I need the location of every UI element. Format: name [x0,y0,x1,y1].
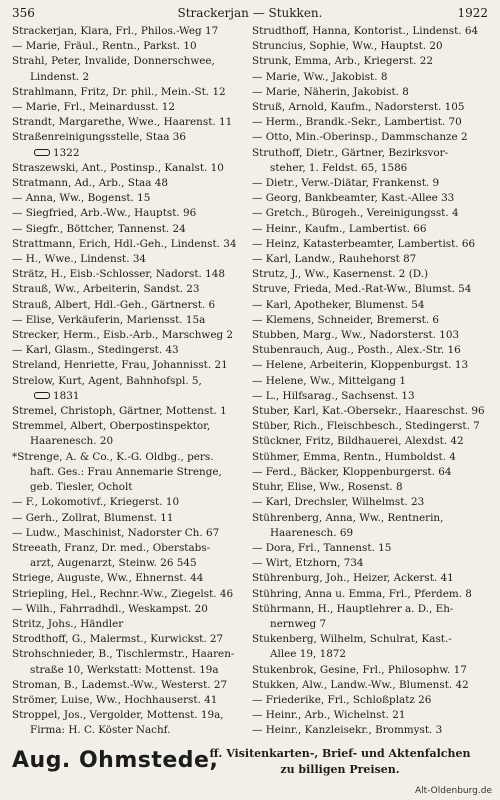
entry-text: — Gerh., Zollrat, Blumenst. 11 [12,511,174,524]
entry-text: Straszewski, Ant., Postinsp., Kanalst. 10 [12,161,224,174]
entry-text: geb. Tiesler, Ocholt [30,481,133,494]
entry-text: arzt, Augenarzt, Steinw. 26 545 [30,557,197,570]
entry-text: Stremel, Christoph, Gärtner, Mottenst. 1 [12,405,227,418]
directory-entry [252,419,488,434]
ad-brand: Aug. Ohmstede, [12,748,219,773]
directory-entry [252,465,488,480]
watermark: Alt-Oldenburg.de [414,786,492,796]
directory-entry [12,206,248,221]
directory-entry [12,465,248,480]
directory-entry [12,434,248,449]
directory-entry [12,24,248,39]
advertisement [12,738,488,786]
entry-text: — Marie, Ww., Jakobist. 8 [252,70,388,83]
entry-text: Striepling, Hel., Rechnr.-Ww., Ziegelst. 46 [12,587,234,600]
entry-text: Allee 19, 1872 [270,648,347,661]
entry-text: Strelow, Kurt, Agent, Bahnhofspl. 5, [12,374,202,387]
entry-text: — Siegfried, Arb.-Ww., Hauptst. 96 [12,207,197,220]
directory-entry [12,115,248,130]
entry-text: Stühmer, Emma, Rentn., Humboldst. 4 [252,450,456,463]
entry-text: Stuber, Karl, Kat.-Obersekr., Haareschst. 96 [252,405,485,418]
ad-line-1: ff. Visitenkarten-, Brief- und Aktenfalchen [209,747,471,760]
entry-text: — Helene, Arbeiterin, Kloppenburgst. 13 [252,359,469,372]
entry-text: — Otto, Min.-Oberinsp., Dammschanze 2 [252,131,468,144]
directory-entry [12,313,248,328]
page-header [12,6,488,22]
directory-entry [12,632,248,647]
entry-text: Lindenst. 2 [30,70,90,83]
directory-entry [12,70,248,85]
entry-text: — Heinz, Katasterbeamter, Lambertist. 66 [252,237,476,250]
entry-text: Strätz, H., Eisb.-Schlosser, Nadorst. 148 [12,268,225,281]
entry-text: Stubben, Marg., Ww., Nadorsterst. 103 [252,329,460,342]
entry-text: Strauß, Albert, Hdl.-Geh., Gärtnerst. 6 [12,298,216,311]
directory-entry [252,252,488,267]
entry-text: Strahl, Peter, Invalide, Donnerschwee, [12,55,215,68]
entry-text: Streland, Henriette, Frau, Johannisst. 21 [12,359,228,372]
directory-entry [12,237,248,252]
directory-entry [252,343,488,358]
directory-entry [252,647,488,662]
entry-text: — Klemens, Schneider, Bremerst. 6 [252,313,440,326]
entry-text: Strodthoff, G., Malermst., Kurwickst. 27 [12,633,224,646]
entry-text: — H., Wwe., Lindenst. 34 [12,253,147,266]
directory-entry [12,617,248,632]
directory-entry [252,24,488,39]
telephone-icon [34,392,50,399]
entry-text: Strunk, Emma, Arb., Kriegerst. 22 [252,55,433,68]
directory-entry [12,450,248,465]
entry-text: Struve, Frieda, Med.-Rat-Ww., Blumst. 54 [252,283,472,296]
directory-entry [252,130,488,145]
entry-text: Stukenbrok, Gesine, Frl., Philosophw. 17 [252,663,467,676]
entry-text: Stukenberg, Wilhelm, Schulrat, Kast.- [252,633,452,646]
directory-entry [252,161,488,176]
directory-entry [252,389,488,404]
directory-entry [12,647,248,662]
entry-text: — L., Hilfsarag., Sachsenst. 13 [252,389,415,402]
entry-text: — Karl, Glasm., Stedingerst. 43 [12,344,179,357]
directory-entry [12,343,248,358]
directory-entry [252,450,488,465]
directory-entry [252,282,488,297]
directory-entry [252,723,488,736]
directory-entry [12,358,248,373]
entry-text: — Ferd., Bäcker, Kloppenburgerst. 64 [252,465,452,478]
directory-entry [12,328,248,343]
directory-entry [252,678,488,693]
directory-entry [252,480,488,495]
entry-text: Strecker, Herm., Eisb.-Arb., Marschweg 2 [12,329,234,342]
directory-entry [12,541,248,556]
entry-text: 1831 [53,389,80,402]
directory-entry [252,602,488,617]
ad-text [190,746,490,778]
entry-text: Strattmann, Erich, Hdl.-Geh., Lindenst. 34 [12,237,237,250]
entry-text: — Marie, Fräul., Rentn., Parkst. 10 [12,40,197,53]
directory-entry [252,708,488,723]
entry-text: Strohschnieder, B., Tischlermstr., Haaren- [12,648,235,661]
directory-entry [12,708,248,723]
entry-text: Strudthoff, Hanna, Kontorist., Lindenst. 64 [252,25,479,37]
directory-entry [12,419,248,434]
entry-text: straße 10, Werkstatt: Mottenst. 19a [30,663,219,676]
entry-text: — Friederike, Frl., Schloßplatz 26 [252,693,432,706]
entry-text: Struß, Arnold, Kaufm., Nadorsterst. 105 [252,101,465,114]
directory-entry [12,222,248,237]
entry-text: 1322 [53,146,80,159]
directory-entry [252,100,488,115]
entry-text: Strömer, Luise, Ww., Hochhauserst. 41 [12,693,218,706]
telephone-icon [34,149,50,156]
entry-text: Haarenesch. 20 [30,435,114,448]
entry-text: — Siegfr., Böttcher, Tannenst. 24 [12,222,186,235]
directory-entry [12,495,248,510]
ad-line-2: zu billigen Preisen. [280,763,400,776]
entry-text: Stuhr, Elise, Ww., Rosenst. 8 [252,481,403,494]
directory-entry [12,480,248,495]
entry-text: Haarenesch. 69 [270,526,354,539]
entry-text: Strackerjan, Klara, Frl., Philos.-Weg 17 [12,25,219,37]
entry-text: Stukken, Alw., Landw.-Ww., Blumenst. 42 [252,678,469,691]
directory-entry [252,632,488,647]
directory-entry [252,222,488,237]
directory-entry [12,374,248,389]
directory-entry [252,115,488,130]
directory-entry [12,723,248,736]
entry-text: haft. Ges.: Frau Annemarie Strenge, [30,465,222,478]
entry-text: Strandt, Margarethe, Wwe., Haarenst. 11 [12,116,233,129]
left-column [12,24,248,736]
directory-entry [252,404,488,419]
directory-entry [12,526,248,541]
entry-text: Stroman, B., Lademst.-Ww., Westerst. 27 [12,678,228,691]
directory-entry [12,54,248,69]
directory-entry [252,267,488,282]
entry-text: — Helene, Ww., Mittelgang 1 [252,374,406,387]
directory-entry [252,85,488,100]
page-title: Strackerjan — Stukken. [177,6,323,20]
directory-entry [12,602,248,617]
entry-text: Stührenburg, Joh., Heizer, Ackerst. 41 [252,572,454,585]
directory-entry [12,161,248,176]
entry-text: — Anna, Ww., Bogenst. 15 [12,192,151,205]
directory-entry [252,176,488,191]
directory-entry [12,571,248,586]
entry-text: — F., Lokomotivf., Kriegerst. 10 [12,496,180,509]
directory-entry [252,191,488,206]
entry-text: Firma: H. C. Köster Nachf. [30,724,171,736]
entry-text: Stubenrauch, Aug., Posth., Alex.-Str. 16 [252,344,461,357]
entry-text: Stroppel, Jos., Vergolder, Mottenst. 19a, [12,709,224,722]
directory-entry [12,298,248,313]
entry-text: Stührmann, H., Hauptlehrer a. D., Eh- [252,602,454,615]
entry-text: Stüber, Rich., Fleischbesch., Stedingerst. 7 [252,420,480,433]
directory-entry [252,587,488,602]
directory-entry [252,511,488,526]
directory-entry [252,541,488,556]
entry-text: Striege, Auguste, Ww., Ehnernst. 44 [12,572,204,585]
directory-entry [12,693,248,708]
directory-entry [12,404,248,419]
entry-text: — Heinr., Kaufm., Lambertist. 66 [252,222,427,235]
directory-entry [12,282,248,297]
directory-entry [252,237,488,252]
telephone-line [12,146,248,161]
entry-text: Struncius, Sophie, Ww., Hauptst. 20 [252,40,443,53]
directory-entry [12,85,248,100]
entry-text: Strauß, Ww., Arbeiterin, Sandst. 23 [12,283,200,296]
directory-entry [252,693,488,708]
directory-entry [12,663,248,678]
entry-text: — Wirt, Etzhorn, 734 [252,557,364,570]
directory-entry [12,191,248,206]
directory-entry [252,39,488,54]
directory-entry [252,328,488,343]
directory-entry [252,434,488,449]
directory-entry [252,495,488,510]
entry-text: — Karl, Drechsler, Wilhelmst. 23 [252,496,425,509]
entry-text: — Heinr., Kanzleisekr., Brommyst. 3 [252,724,443,736]
entry-text: — Elise, Verkäuferin, Mariensst. 15a [12,313,206,326]
entry-text: — Marie, Frl., Meinardusst. 12 [12,101,175,114]
directory-entry [12,130,248,145]
entry-text: Stremmel, Albert, Oberpostinspektor, [12,420,211,433]
entry-text: — Heinr., Arb., Wichelnst. 21 [252,709,406,722]
directory-entry [12,267,248,282]
directory-entry [252,571,488,586]
entry-text: — Gretch., Bürogeh., Vereinigungsst. 4 [252,207,459,220]
directory-entry [12,678,248,693]
directory-entry [12,587,248,602]
directory-entry [12,100,248,115]
directory-entry [252,526,488,541]
directory-entry [252,206,488,221]
entry-text: — Wilh., Fahrradhdl., Weskampst. 20 [12,602,208,615]
entry-text: Stührenberg, Anna, Ww., Rentnerin, [252,511,444,524]
directory-entry [252,146,488,161]
entry-text: Stritz, Johs., Händler [12,617,124,630]
directory-entry [252,298,488,313]
entry-text: — Herm., Brandk.-Sekr., Lambertist. 70 [252,116,462,129]
entry-text: Stückner, Fritz, Bildhauerei, Alexdst. 42 [252,435,464,448]
directory-entry [252,617,488,632]
entry-text: Straßenreinigungsstelle, Staa 36 [12,131,186,144]
entry-text: — Ludw., Maschinist, Nadorster Ch. 67 [12,526,220,539]
directory-entry [12,252,248,267]
entry-text: Stühring, Anna u. Emma, Frl., Pferdem. 8 [252,587,472,600]
directory-entry [252,54,488,69]
entry-text: *Strenge, A. & Co., K.-G. Oldbg., pers. [12,450,214,463]
entry-text: — Georg, Bankbeamter, Kast.-Allee 33 [252,192,455,205]
right-column [252,24,488,736]
entry-text: Struthoff, Dietr., Gärtner, Bezirksvor- [252,146,449,159]
entry-text: Strahlmann, Fritz, Dr. phil., Mein.-St. 12 [12,85,226,98]
directory-entry [252,663,488,678]
entry-text: nernweg 7 [270,617,327,630]
directory-entry [252,374,488,389]
page-number: 356 [12,6,35,20]
entry-text: Streeath, Franz, Dr. med., Oberstabs- [12,541,211,554]
directory-entry [12,176,248,191]
directory-entry [12,39,248,54]
directory-entry [252,358,488,373]
directory-entry [252,70,488,85]
telephone-line [12,389,248,404]
entry-text: Stratmann, Ad., Arb., Staa 48 [12,177,168,190]
year-label: 1922 [457,6,488,20]
directory-entry [12,556,248,571]
entry-text: Strutz, J., Ww., Kasernenst. 2 (D.) [252,268,429,281]
directory-entry [252,556,488,571]
entry-text: — Karl, Landw., Rauhehorst 87 [252,253,417,266]
entry-text: — Dietr., Verw.-Diätar, Frankenst. 9 [252,177,440,190]
entry-text: steher, 1. Feldst. 65, 1586 [270,161,408,174]
entry-text: — Karl, Apotheker, Blumenst. 54 [252,298,425,311]
directory-entry [252,313,488,328]
entry-text: — Marie, Näherin, Jakobist. 8 [252,85,409,98]
directory-entry [12,511,248,526]
entry-text: — Dora, Frl., Tannenst. 15 [252,541,392,554]
